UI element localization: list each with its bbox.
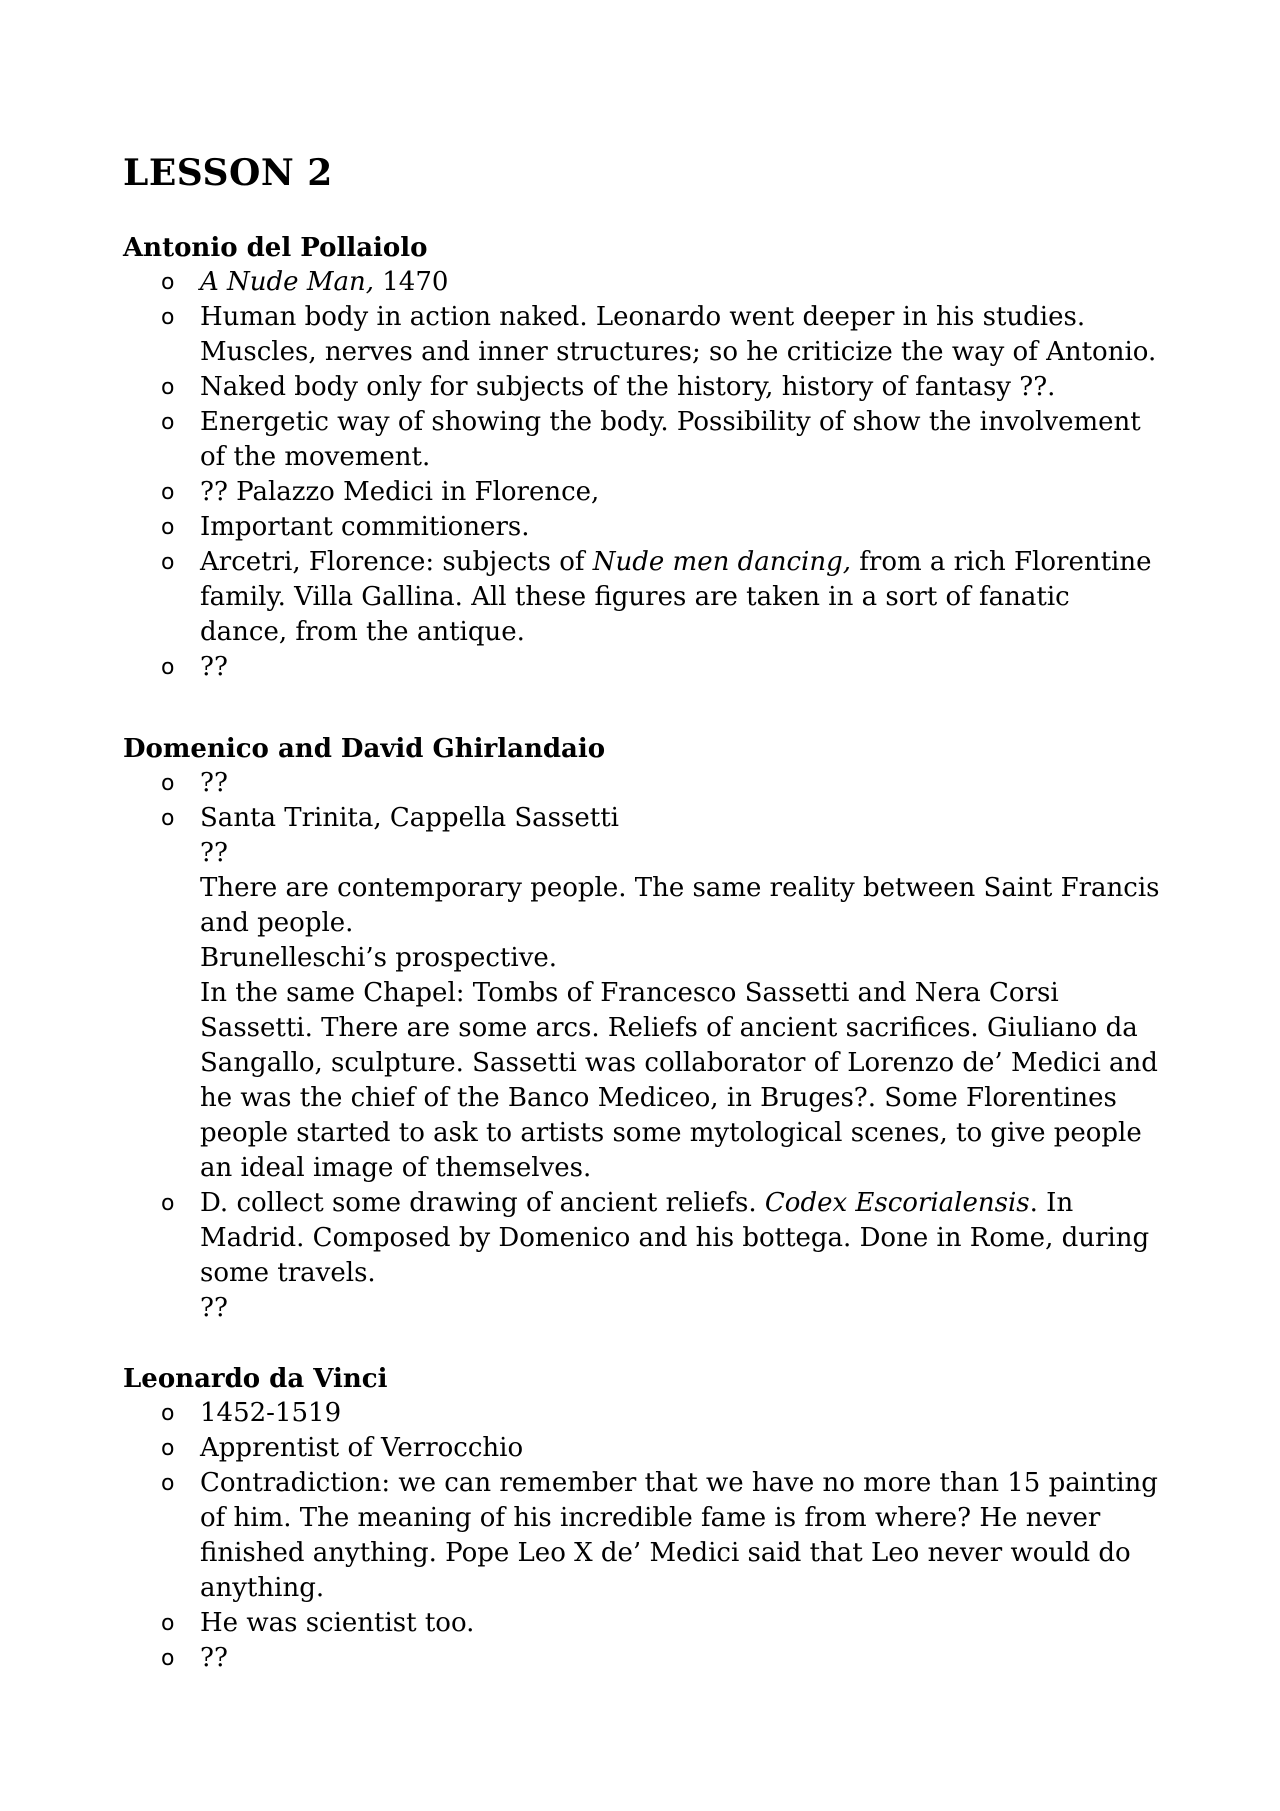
bullet-icon: o bbox=[161, 515, 175, 540]
list-item: o Arcetri, Florence: subjects of Nude men dancing, from a rich Florentine family. Villa Gallina. All these figures are taken in a sort of fanatic dance, from the antique. bbox=[161, 547, 1152, 647]
section-leonardo bbox=[123, 1362, 1183, 1676]
list-item: o A Nude Man, 1470 bbox=[123, 265, 1183, 300]
bullet-icon: o bbox=[161, 480, 175, 505]
list-item: o ?? Palazzo Medici in Florence, bbox=[123, 475, 1183, 510]
list-item: o 1452-1519 bbox=[123, 1396, 1183, 1431]
bullet-icon: o bbox=[161, 655, 175, 680]
list-item: o Apprentist of Verrocchio bbox=[123, 1431, 1183, 1466]
bullet-icon: o bbox=[161, 1471, 175, 1496]
lesson-title: LESSON 2 bbox=[123, 152, 333, 194]
bullet-icon: o bbox=[161, 1436, 175, 1461]
list-item: o Santa Trinita, Cappella Sassetti ?? There are contemporary people. The same reality between Saint Francis and people. Brunelleschi’s prospective. In the same Chapel: Tombs of Francesco Sassetti and Nera Corsi Sassetti. There are some arcs. Reliefs of ancient sacrifices. Giuliano da Sangallo, sculpture. Sassetti was collaborator of Lorenzo de’ Medici and he was the chief of the Banco Mediceo, in Bruges?. Some Florentines people started to ask to artists some mytological scenes, to give people an ideal image of themselves. bbox=[161, 803, 1160, 1183]
section-pollaiolo bbox=[123, 231, 1183, 685]
section-heading: Domenico and David Ghirlandaio bbox=[123, 734, 606, 764]
section-heading: Leonardo da Vinci bbox=[123, 1364, 388, 1394]
section-heading: Antonio del Pollaiolo bbox=[123, 233, 428, 263]
list-item: o D. collect some drawing of ancient reliefs. Codex Escorialensis. In Madrid. Composed by Domenico and his bottega. Done in Rome, during some travels. ?? bbox=[161, 1188, 1150, 1323]
bullet-icon: o bbox=[161, 1611, 175, 1636]
bullet-icon: o bbox=[161, 305, 175, 330]
bullet-icon: o bbox=[161, 1191, 175, 1216]
bullet-list bbox=[123, 265, 1183, 685]
list-item: o Human body in action naked. Leonardo went deeper in his studies. Muscles, nerves and inner structures; so he criticize the way of Antonio. bbox=[161, 302, 1157, 367]
list-item: o Energetic way of showing the body. Possibility of show the involvement of the movement. bbox=[161, 407, 1141, 472]
bullet-icon: o bbox=[161, 771, 175, 796]
bullet-list bbox=[123, 766, 1183, 1326]
bullet-icon: o bbox=[161, 270, 175, 295]
list-item: o ?? bbox=[123, 650, 1183, 685]
bullet-icon: o bbox=[161, 375, 175, 400]
list-item: o ?? bbox=[123, 1641, 1183, 1676]
list-item: o Important commitioners. bbox=[123, 510, 1183, 545]
list-item: o He was scientist too. bbox=[123, 1606, 1183, 1641]
bullet-icon: o bbox=[161, 1646, 175, 1671]
section-ghirlandaio bbox=[123, 732, 1183, 1326]
bullet-icon: o bbox=[161, 1401, 175, 1426]
bullet-list bbox=[123, 1396, 1183, 1676]
bullet-icon: o bbox=[161, 806, 175, 831]
list-item: o Contradiction: we can remember that we have no more than 15 painting of him. The meaning of his incredible fame is from where? He never finished anything. Pope Leo X de’ Medici said that Leo never would do anything. bbox=[161, 1468, 1158, 1603]
bullet-icon: o bbox=[161, 550, 175, 575]
list-item: o ?? bbox=[123, 766, 1183, 801]
bullet-icon: o bbox=[161, 410, 175, 435]
list-item: o Naked body only for subjects of the history, history of fantasy ??. bbox=[123, 370, 1183, 405]
